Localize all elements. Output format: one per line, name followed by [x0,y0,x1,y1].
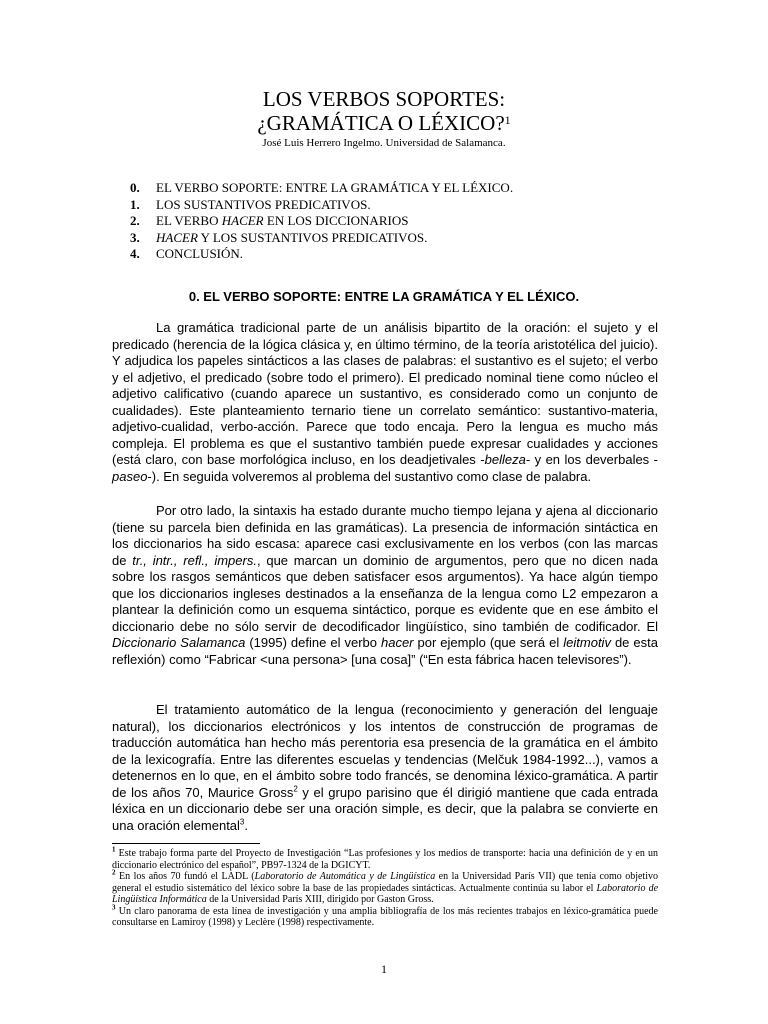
section-heading: 0. EL VERBO SOPORTE: ENTRE LA GRAMÁTICA Y EL LÉXICO. [188,289,580,304]
toc-item [130,230,650,247]
toc-label-italic: HACER [221,213,264,228]
footnote-3 [112,903,658,929]
footnote-ref-1: 1 [504,113,511,127]
toc-number: 3. [130,229,140,245]
footnote-text: Este trabajo forma parte del Proyecto de Investigación “Las profesiones y los medios de transporte: hacia una definición de y en un diccionario electrónico del español”, PB97-1324 de la DGICYT. [112,848,658,871]
toc-number: 2. [130,213,140,228]
toc-number: 1. [130,196,140,212]
table-of-contents [130,180,650,263]
toc-label-text: Y LOS SUSTANTIVOS PREDICATIVOS. [197,229,428,245]
paragraph-text: (1995) define el verbo [245,635,381,650]
paragraph-text: El tratamiento automático de la lengua (reconocimiento y generación del lenguaje natural), los diccionarios electrónicos y los intentos de construcción de programas de traducción automática han hecho más perentoria esa presencia de la gramática en el ámbito de la lexicografía. Entre las diferentes escuelas y tendencias (Melčuk 1984-1992...), vamos a detenernos en lo que, en el ámbito sobre todo francés, se denomina léxico-gramática. A partir de los años 70, Maurice Gross [112,702,658,800]
paragraph-italic: Diccionario Salamanca [112,635,246,650]
footnote-text: Un claro panorama de esta línea de investigación y una amplia bibliografía de los más recientes trabajos en léxico-gramática puede consultarse en Lamiroy (1998) y Leclère (1998) respectivamente. [112,905,658,928]
footnotes [112,845,659,929]
paragraph-italic: hacer [380,635,414,650]
author-affiliation: José Luis Herrero Ingelmo. Universidad de Salamanca. [262,137,506,149]
paragraph-text: por ejemplo (que será el [413,635,564,650]
paragraph-italic: paseo [112,468,148,484]
paragraph-text: . [244,817,248,833]
paragraph-text: - y en los deverbales - [525,452,658,467]
toc-item [130,213,650,230]
toc-label-text: EL VERBO [156,213,222,228]
footnote-text: de la Universidad París XIII, dirigido por Gaston Gross. [206,894,434,905]
body-paragraph-3 [112,702,658,834]
toc-label [156,230,427,247]
footnote-ref-2: 2 [293,784,298,794]
toc-number: 0. [130,180,140,195]
footnote-number: 1 [112,845,116,854]
paragraph-text: de esta reflexión) como “Fabricar <una persona> [una cosa]” (“En esta fábrica hacen televisores”). [112,635,658,667]
document-title-line-2 [0,111,768,135]
paragraph-text: y el grupo parisino que él dirigió mantiene que cada entrada léxica en un diccionario debe ser una oración simple, es decir, que la palabra se convierte en una oración elemental [112,784,658,833]
body-paragraph-2 [112,503,658,668]
toc-label [156,213,408,230]
document-title-line-1: LOS VERBOS SOPORTES: [262,87,506,111]
footnote-text: en la Universidad París VII) que tenía como objetivo general el estudio sistemático del léxico sobre la base de las propiedades sintácticas. Actualmente continúa su labor el [112,871,658,894]
footnote-1 [112,845,658,871]
paragraph-text: La gramática tradicional parte de un análisis bipartito de la oración: el sujeto y el predicado (herencia de la lógica clásica y, en último término, de la teoría aristotélica del juicio). Y adjudica los papeles sintácticos a las clases de palabras: el sustantivo es el sujeto; el verbo y el adjetivo, el predicado (sobre todo el primero). El predicado nominal tiene como núcleo el adjetivo calificativo (cuando aparece un sustantivo, es considerado como un conjunto de cualidades). Este planteamiento ternario tiene un correlato semántico: sustantivo-materia, adjetivo-cualidad, verbo-acción. Parece que todo encaja. Pero la lengua es mucho más compleja. El problema es que el sustantivo también puede expresar cualidades y acciones (está claro, con base morfológica incluso, en los deadjetivales - [112,320,658,467]
body-paragraph-1 [112,320,658,485]
toc-label-text: EN LOS DICCIONARIOS [263,213,409,228]
toc-item [130,246,650,263]
footnote-text: En los años 70 fundó el LADL ( [115,871,255,882]
paragraph-text: -). En seguida volveremos al problema del sustantivo como clase de palabra. [147,468,592,484]
toc-item [130,197,650,214]
paragraph-text: , que marcan un dominio de argumentos, pero que no dicen nada sobre los rasgos semánticos que deben satisfacer esos argumentos). Ya hace algún tiempo que los diccionarios ingleses destinados a la enseñanza de la lengua como L2 empezaron a plantear la definición como un esquema sintáctico, porque es evidente que en ese ámbito el diccionario debe no sólo servir de decodificador lingüístico, sino también de codificador. El [112,552,658,634]
title-text: ¿GRAMÁTICA O LÉXICO? [257,111,505,135]
toc-label: CONCLUSIÓN. [156,246,244,261]
toc-label-italic: HACER [156,229,198,245]
paragraph-italic: leitmotiv [563,635,611,650]
paragraph-italic: belleza [484,452,526,467]
footnote-italic: Laboratorio de Lingüística Informática [112,882,659,905]
page-number: 1 [381,962,387,976]
footnote-ref-3: 3 [239,817,245,827]
footnote-number: 3 [112,903,116,912]
paragraph-text: Por otro lado, la sintaxis ha estado durante mucho tiempo lejana y ajena al diccionario (tiene su parcela bien definida en las gramáticas). La presencia de información sintáctica en los diccionarios ha sido escasa: aparece casi exclusivamente en los verbos (con las marcas de [112,503,658,568]
footnote-separator [112,843,260,844]
toc-number: 4. [130,246,140,261]
footnote-number: 2 [112,868,116,877]
toc-item [130,180,650,197]
toc-label: EL VERBO SOPORTE: ENTRE LA GRAMÁTICA Y EL LÉXICO. [156,180,514,195]
footnote-italic: Laboratorio de Automática y de Lingüística [254,871,436,882]
footnote-2 [112,868,659,906]
toc-label: LOS SUSTANTIVOS PREDICATIVOS. [156,196,371,212]
paragraph-italic: tr., intr., refl., impers. [132,552,257,568]
